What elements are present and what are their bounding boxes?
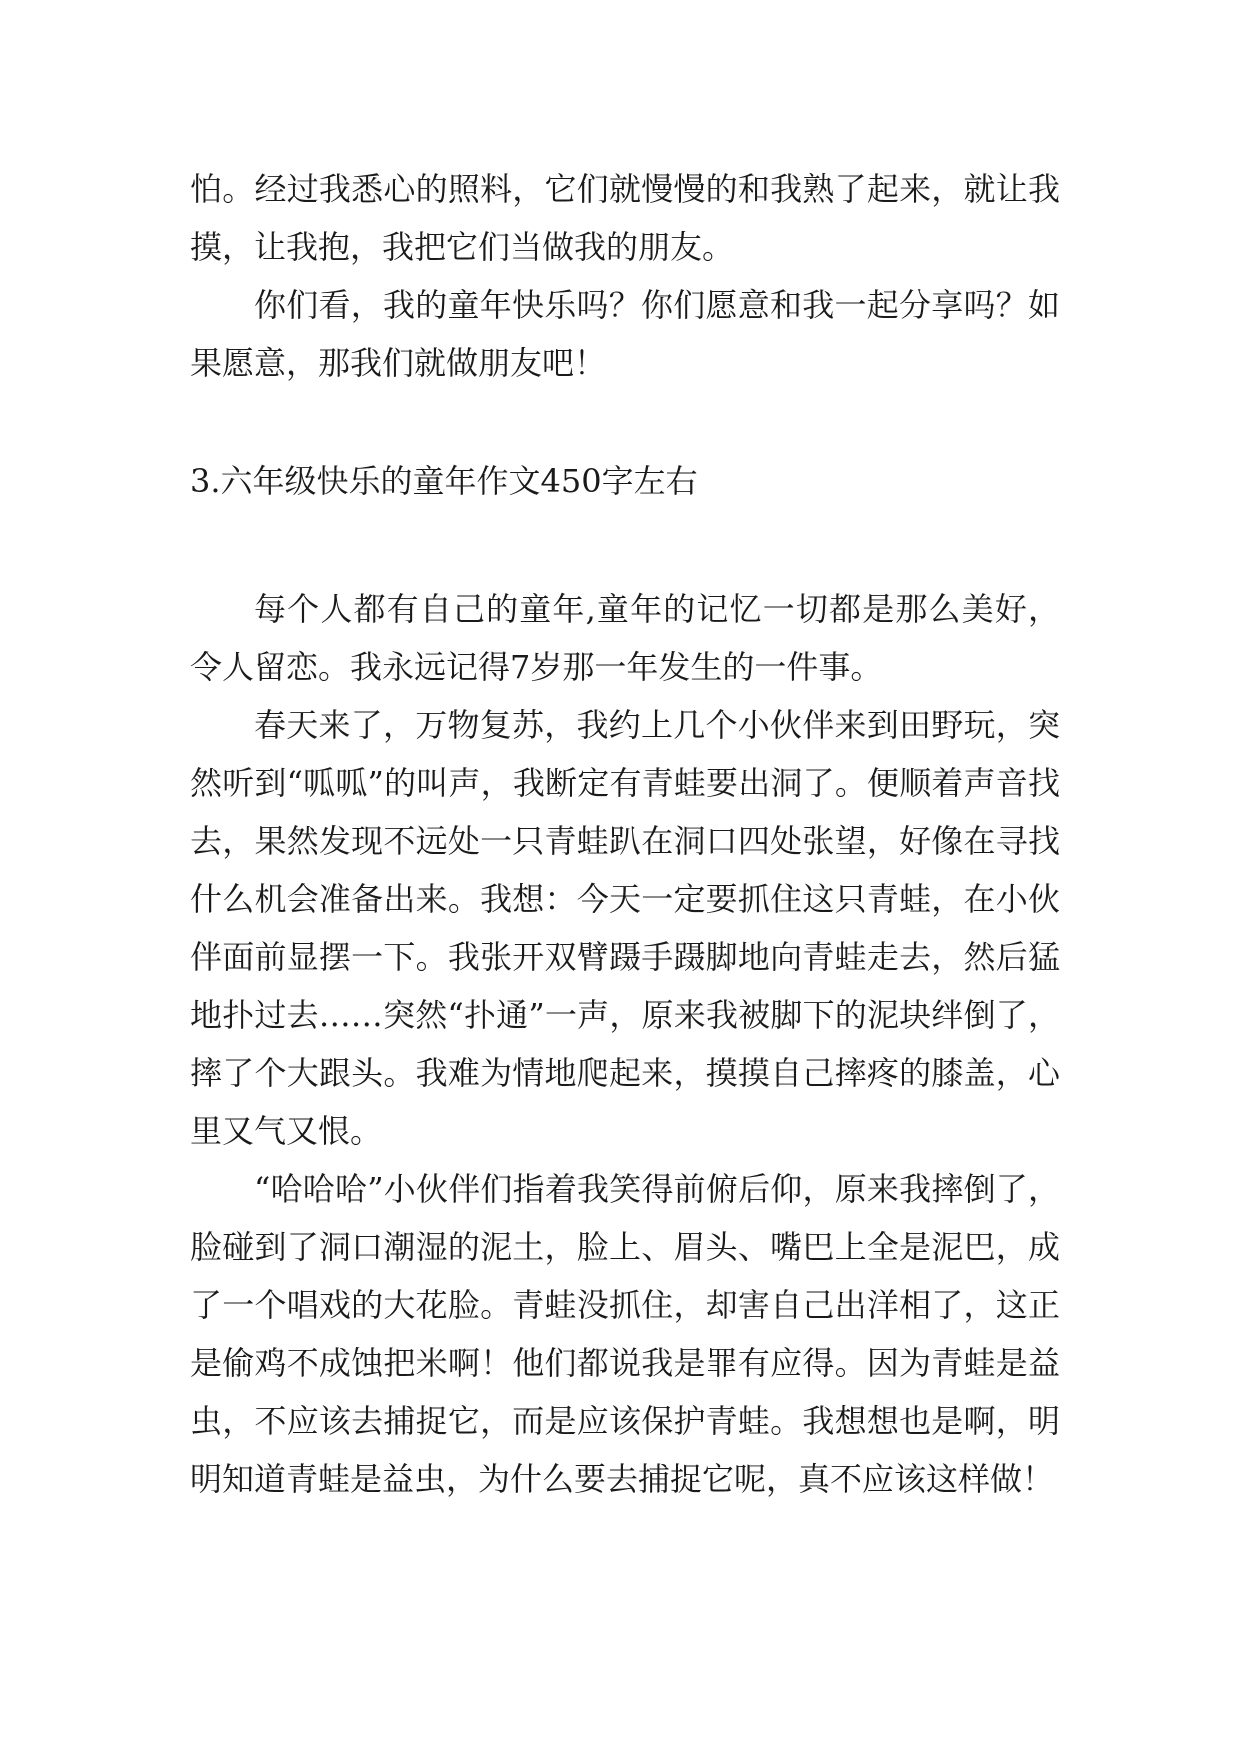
paragraph-closing: 你们看，我的童年快乐吗？你们愿意和我一起分享吗？如果愿意，那我们就做朋友吧！: [190, 286, 1060, 382]
section-body: [190, 580, 1060, 1508]
paragraph-intro: 每个人都有自己的童年,童年的记忆一切都是那么美好，令人留恋。我永远记得7岁那一年发生的一件事。: [190, 590, 1060, 686]
paragraph-continued: 怕。经过我悉心的照料，它们就慢慢的和我熟了起来，就让我摸，让我抱，我把它们当做我的朋友。: [190, 170, 1060, 266]
paragraph-ending: “哈哈哈”小伙伴们指着我笑得前俯后仰，原来我摔倒了，脸碰到了洞口潮湿的泥土，脸上、眉头、嘴巴上全是泥巴，成了一个唱戏的大花脸。青蛙没抓住，却害自己出洋相了，这正是偷鸡不成蚀把米啊！他们都说我是罪有应得。因为青蛙是益虫，不应该去捕捉它，而是应该保护青蛙。我想想也是啊，明明知道青蛙是益虫，为什么要去捕捉它呢，真不应该这样做！: [190, 1170, 1060, 1498]
paragraph-story: 春天来了，万物复苏，我约上几个小伙伴来到田野玩，突然听到“呱呱”的叫声，我断定有青蛙要出洞了。便顺着声音找去，果然发现不远处一只青蛙趴在洞口四处张望，好像在寻找什么机会准备出来。我想：今天一定要抓住这只青蛙，在小伙伴面前显摆一下。我张开双臂蹑手蹑脚地向青蛙走去，然后猛地扑过去……突然“扑通”一声，原来我被脚下的泥块绊倒了，摔了个大跟头。我难为情地爬起来，摸摸自己摔疼的膝盖，心里又气又恨。: [190, 706, 1060, 1150]
document-page: [190, 160, 1060, 1508]
section-heading: 3.六年级快乐的童年作文450字左右: [190, 462, 698, 500]
